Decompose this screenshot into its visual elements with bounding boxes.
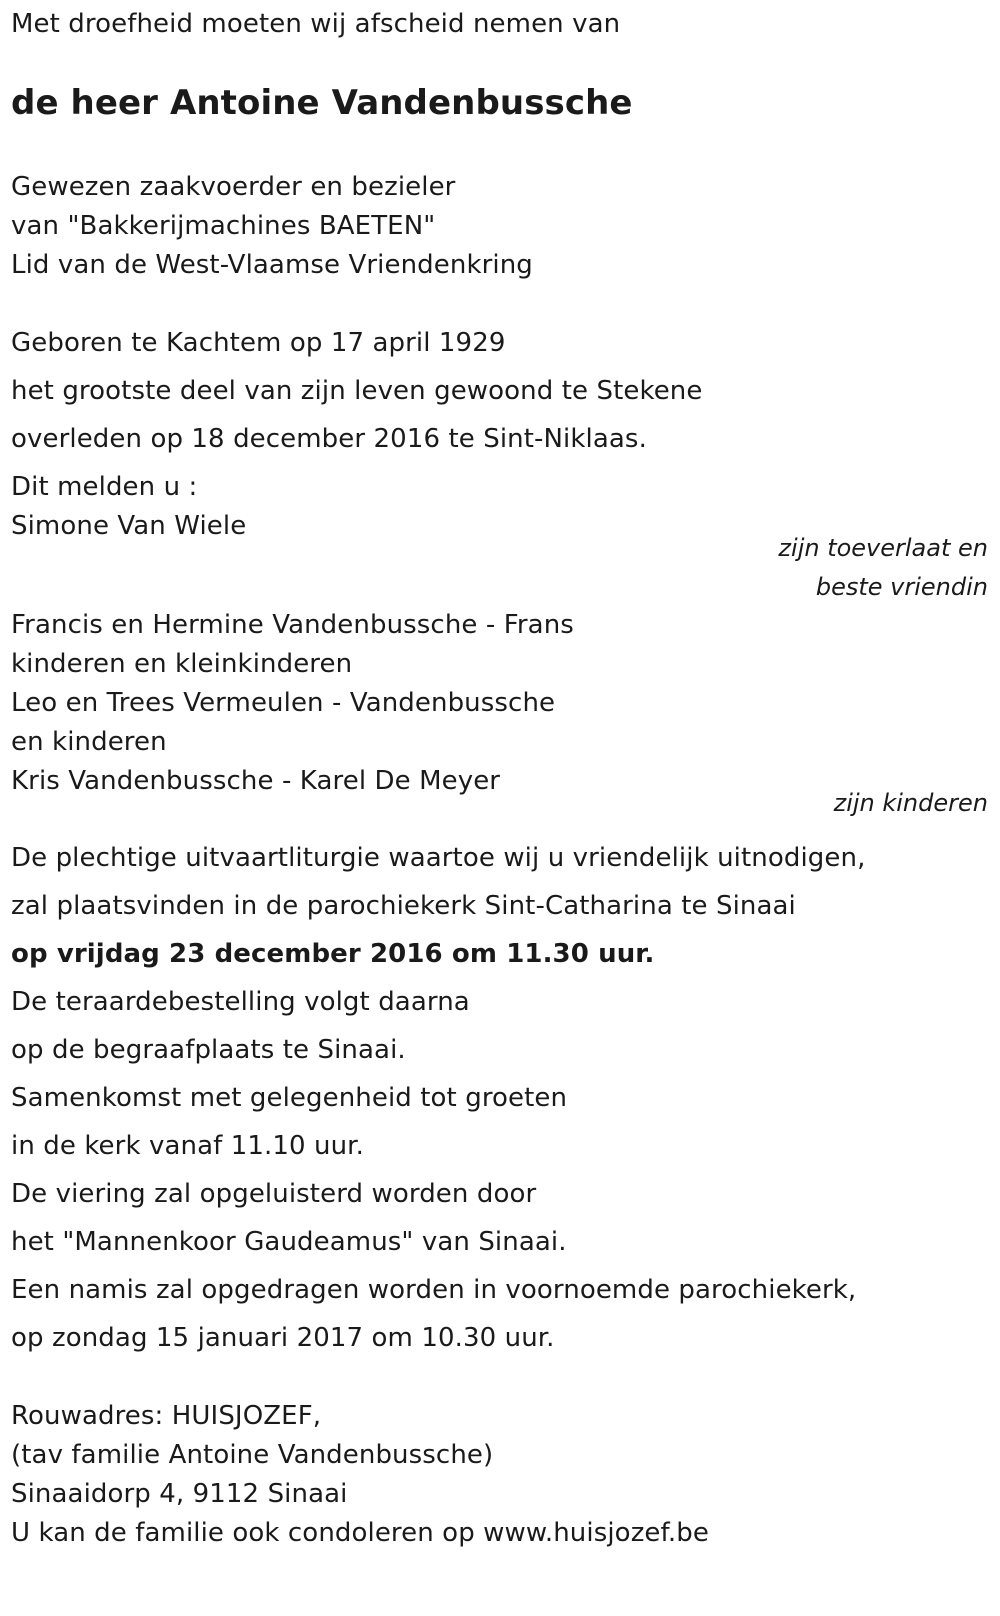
children-relation: zijn kinderen bbox=[833, 789, 988, 817]
address-line-3: Sinaaidorp 4, 9112 Sinaai bbox=[11, 1479, 348, 1509]
companion-relation-1: zijn toeverlaat en bbox=[778, 534, 988, 562]
deceased-name: de heer Antoine Vandenbussche bbox=[11, 83, 633, 123]
companion-relation-2: beste vriendin bbox=[815, 573, 988, 601]
residence-line: het grootste deel van zijn leven gewoond te Stekene bbox=[11, 376, 703, 406]
burial-line-1: De teraardebestelling volgt daarna bbox=[11, 987, 470, 1017]
music-line-1: De viering zal opgeluisterd worden door bbox=[11, 1179, 537, 1209]
children-line-3: Leo en Trees Vermeulen - Vandenbussche bbox=[11, 688, 556, 718]
children-line-2: kinderen en kleinkinderen bbox=[11, 649, 353, 679]
burial-line-2: op de begraafplaats te Sinaai. bbox=[11, 1035, 406, 1065]
bio-line-1: Gewezen zaakvoerder en bezieler bbox=[11, 172, 456, 202]
children-line-1: Francis en Hermine Vandenbussche - Frans bbox=[11, 610, 574, 640]
bio-line-3: Lid van de West-Vlaamse Vriendenkring bbox=[11, 250, 533, 280]
children-line-4: en kinderen bbox=[11, 727, 167, 757]
condolence-line: U kan de familie ook condoleren op www.huisjozef.be bbox=[11, 1518, 709, 1548]
announce-intro: Dit melden u : bbox=[11, 472, 198, 502]
mass-line-1: Een namis zal opgedragen worden in voornoemde parochiekerk, bbox=[11, 1275, 857, 1305]
address-line-1: Rouwadres: HUISJOZEF, bbox=[11, 1401, 322, 1431]
death-line: overleden op 18 december 2016 te Sint-Niklaas. bbox=[11, 424, 647, 454]
birth-line: Geboren te Kachtem op 17 april 1929 bbox=[11, 328, 506, 358]
ceremony-date-time: op vrijdag 23 december 2016 om 11.30 uur. bbox=[11, 939, 655, 969]
mass-line-2: op zondag 15 januari 2017 om 10.30 uur. bbox=[11, 1323, 555, 1353]
ceremony-line-2: zal plaatsvinden in de parochiekerk Sint-Catharina te Sinaai bbox=[11, 891, 796, 921]
gathering-line-2: in de kerk vanaf 11.10 uur. bbox=[11, 1131, 364, 1161]
companion-name: Simone Van Wiele bbox=[11, 511, 247, 541]
music-line-2: het "Mannenkoor Gaudeamus" van Sinaai. bbox=[11, 1227, 567, 1257]
children-line-5: Kris Vandenbussche - Karel De Meyer bbox=[11, 766, 501, 796]
gathering-line-1: Samenkomst met gelegenheid tot groeten bbox=[11, 1083, 568, 1113]
intro-text: Met droefheid moeten wij afscheid nemen van bbox=[11, 9, 621, 39]
address-line-2: (tav familie Antoine Vandenbussche) bbox=[11, 1440, 494, 1470]
bio-line-2: van "Bakkerijmachines BAETEN" bbox=[11, 211, 436, 241]
ceremony-line-1: De plechtige uitvaartliturgie waartoe wij u vriendelijk uitnodigen, bbox=[11, 843, 866, 873]
